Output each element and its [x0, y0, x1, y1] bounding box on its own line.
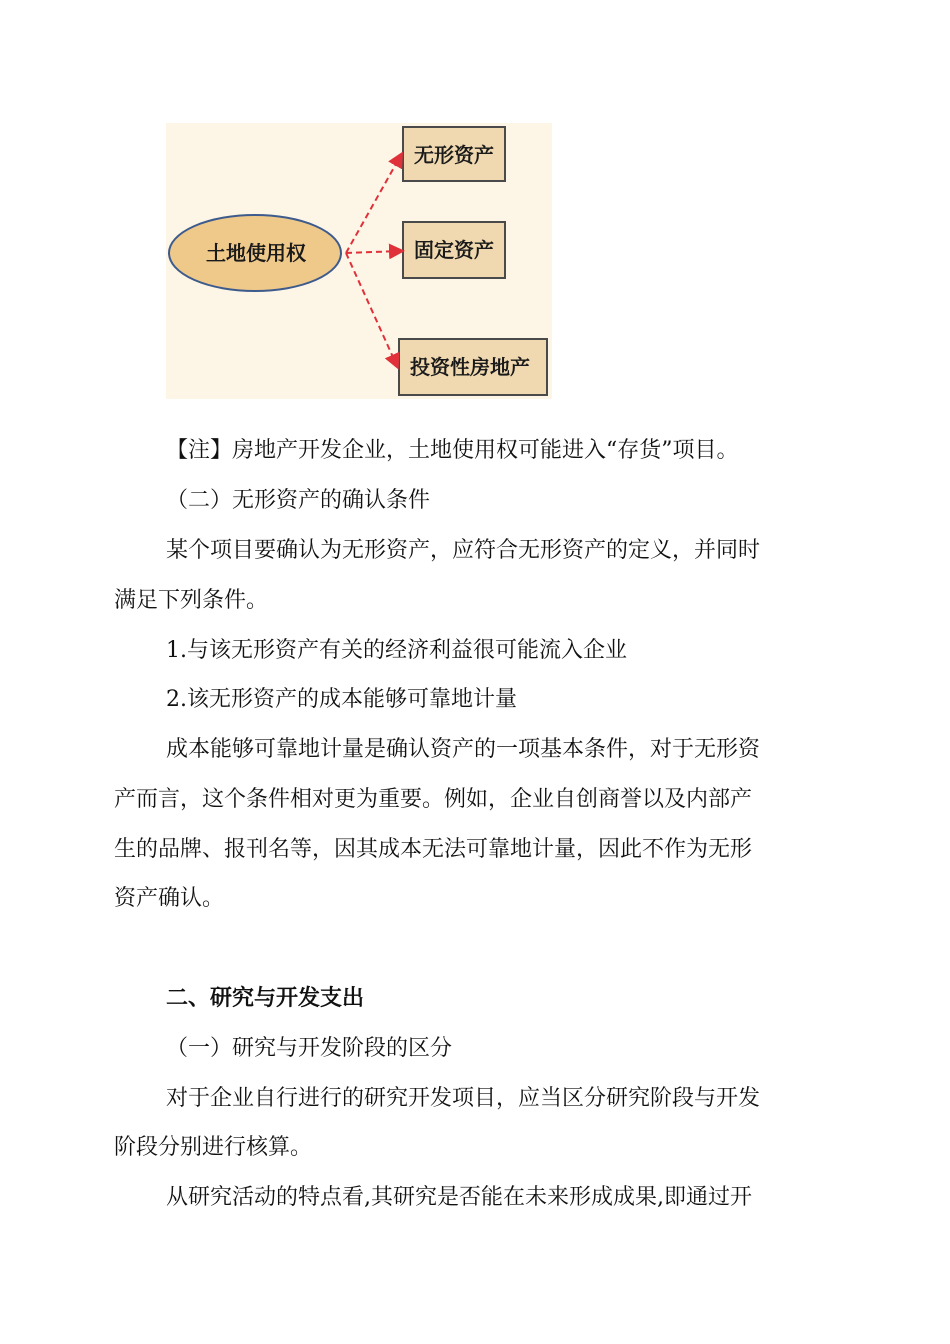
paragraph-line: 从研究活动的特点看,其研究是否能在未来形成成果,即通过开 — [166, 1185, 752, 1210]
paragraph-line: 阶段分别进行核算。 — [114, 1135, 313, 1160]
condition-1: 1.与该无形资产有关的经济利益很可能流入企业 — [166, 638, 627, 663]
paragraph-line: 成本能够可靠地计量是确认资产的一项基本条件，对于无形资 — [166, 737, 761, 762]
section-heading: 二、研究与开发支出 — [166, 986, 365, 1011]
arrow-to-intangible — [346, 155, 401, 253]
paragraph-line: 资产确认。 — [114, 886, 225, 911]
arrow-to-investment — [346, 253, 397, 366]
paragraph-line: 某个项目要确认为无形资产，应符合无形资产的定义，并同时 — [166, 538, 761, 563]
source-label: 土地使用权 — [206, 241, 306, 265]
target-label-fixed: 固定资产 — [414, 238, 494, 262]
paragraph-line: 对于企业自行进行的研究开发项目，应当区分研究阶段与开发 — [166, 1086, 761, 1111]
subheading-recognition: （二）无形资产的确认条件 — [166, 488, 431, 513]
target-label-investment: 投资性房地产 — [410, 355, 530, 379]
land-use-right-diagram — [166, 123, 552, 399]
paragraph-line: 产而言，这个条件相对更为重要。例如，企业自创商誉以及内部产 — [114, 787, 753, 812]
paragraph-line: 满足下列条件。 — [114, 588, 269, 613]
paragraph-line: 生的品牌、报刊名等，因其成本无法可靠地计量，因此不作为无形 — [114, 837, 753, 862]
arrow-to-fixed — [346, 251, 401, 253]
subheading-stages: （一）研究与开发阶段的区分 — [166, 1036, 453, 1061]
condition-2: 2.该无形资产的成本能够可靠地计量 — [166, 687, 517, 712]
note-line: 【注】房地产开发企业，土地使用权可能进入“存货”项目。 — [166, 438, 739, 463]
target-label-intangible: 无形资产 — [414, 143, 494, 167]
